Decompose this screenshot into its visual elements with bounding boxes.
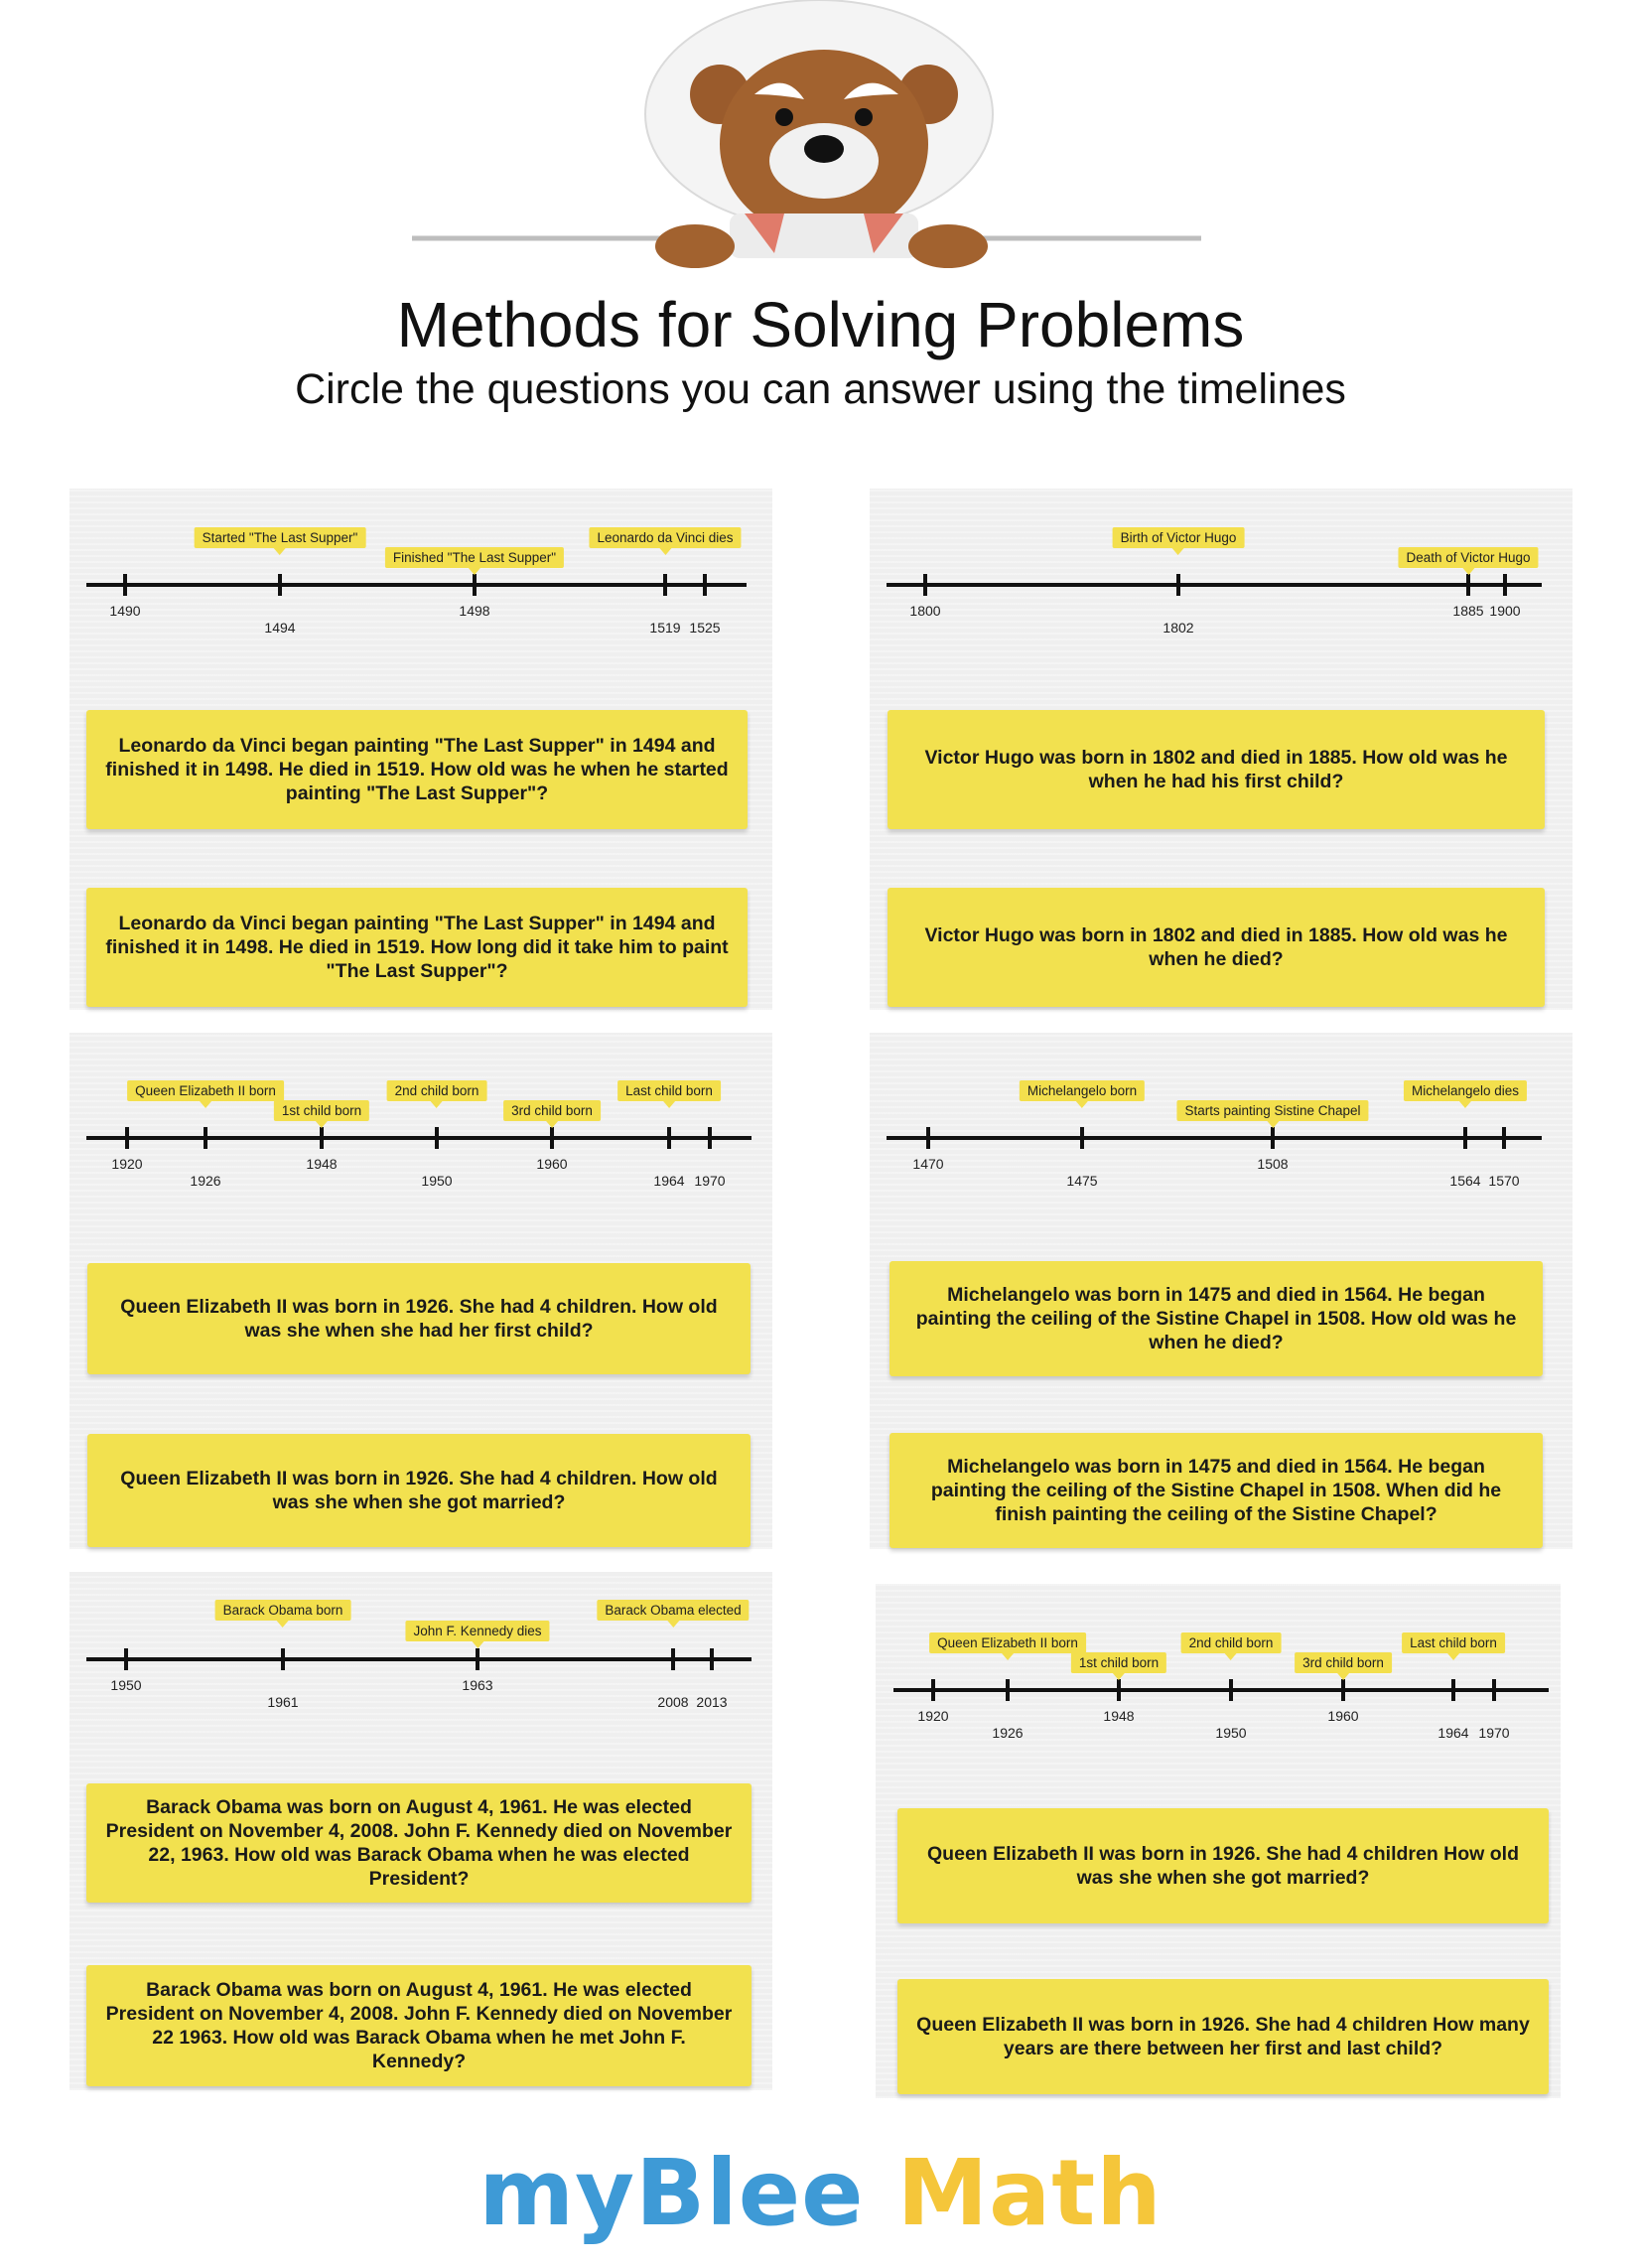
bear-mascot-image (397, 0, 1251, 273)
tick-label: 1920 (917, 1708, 949, 1724)
tick (671, 1648, 675, 1670)
tick (1006, 1679, 1010, 1701)
tick (125, 1127, 129, 1149)
tick-label: 1963 (462, 1677, 493, 1693)
tick (1451, 1679, 1455, 1701)
tick-label: 1960 (1327, 1708, 1359, 1724)
timeline-axis (893, 1688, 1549, 1692)
tick-label: 1961 (267, 1694, 299, 1710)
tick (123, 574, 127, 596)
question-card[interactable]: Queen Elizabeth II was born in 1926. She had 4 children How many years are there between her first and last child? (897, 1979, 1549, 2094)
event-label: Michelangelo born (1020, 1080, 1145, 1101)
tick-label: 1920 (111, 1156, 143, 1172)
tick (926, 1127, 930, 1149)
tick (124, 1648, 128, 1670)
question-card[interactable]: Queen Elizabeth II was born in 1926. She had 4 children. How old was she when she had her first child? (87, 1263, 751, 1374)
tick-label: 1519 (649, 620, 681, 636)
tick (708, 1127, 712, 1149)
event-label: Starts painting Sistine Chapel (1176, 1100, 1368, 1121)
question-card[interactable]: Leonardo da Vinci began painting "The Last Supper" in 1494 and finished it in 1498. He died in 1519. How long did it take him to paint "The Last Supper"? (86, 888, 748, 1007)
tick (1341, 1679, 1345, 1701)
tick (1117, 1679, 1121, 1701)
tick-label: 2013 (696, 1694, 728, 1710)
tick-label: 1964 (1437, 1725, 1469, 1741)
tick (320, 1127, 324, 1149)
tick (931, 1679, 935, 1701)
timeline-axis (86, 1657, 752, 1661)
tick (550, 1127, 554, 1149)
tick-label: 1564 (1449, 1173, 1481, 1189)
logo-my: my (479, 2140, 636, 2246)
event-label: Leonardo da Vinci dies (589, 527, 741, 548)
tick-label: 1885 (1452, 603, 1484, 619)
tick-label: 1950 (110, 1677, 142, 1693)
timeline (870, 489, 1573, 687)
tick-label: 1964 (653, 1173, 685, 1189)
myblee-math-logo (0, 2140, 1641, 2246)
panel-leonardo (69, 489, 772, 1010)
tick (435, 1127, 439, 1149)
tick-label: 1525 (689, 620, 721, 636)
tick (703, 574, 707, 596)
event-label: 2nd child born (387, 1080, 487, 1101)
event-label: Last child born (1402, 1632, 1505, 1653)
event-label: 1st child born (274, 1100, 369, 1121)
question-card[interactable]: Queen Elizabeth II was born in 1926. She had 4 children How old was she when she got married? (897, 1808, 1549, 1923)
tick (473, 574, 477, 596)
tick-label: 1494 (264, 620, 296, 636)
tick (204, 1127, 207, 1149)
tick-label: 1498 (459, 603, 490, 619)
timeline (876, 1584, 1561, 1782)
question-card[interactable]: Michelangelo was born in 1475 and died in 1564. He began painting the ceiling of the Sistine Chapel in 1508. How old was he when he died? (889, 1261, 1543, 1376)
tick (1466, 574, 1470, 596)
event-label: Death of Victor Hugo (1398, 547, 1538, 568)
event-label: 3rd child born (1295, 1652, 1392, 1673)
tick-label: 1490 (109, 603, 141, 619)
timeline-axis (86, 1136, 752, 1140)
tick-label: 1802 (1162, 620, 1194, 636)
tick (1502, 1127, 1506, 1149)
event-label: Finished "The Last Supper" (385, 547, 564, 568)
event-label: Started "The Last Supper" (195, 527, 366, 548)
event-label: 1st child born (1071, 1652, 1166, 1673)
timeline (69, 489, 772, 687)
panel-victor-hugo (870, 489, 1573, 1010)
tick (667, 1127, 671, 1149)
question-card[interactable]: Leonardo da Vinci began painting "The Last Supper" in 1494 and finished it in 1498. He died in 1519. How old was he when he started painting "The Last Supper"? (86, 710, 748, 829)
tick-label: 1950 (421, 1173, 453, 1189)
tick-label: 1508 (1257, 1156, 1289, 1172)
tick (1503, 574, 1507, 596)
tick (1229, 1679, 1233, 1701)
tick-label: 1926 (992, 1725, 1024, 1741)
page-title: Methods for Solving Problems (396, 289, 1245, 360)
timeline-axis (86, 583, 747, 587)
event-label: Michelangelo dies (1404, 1080, 1527, 1101)
page-subtitle: Circle the questions you can answer using the timelines (295, 365, 1346, 413)
timeline-axis (887, 583, 1542, 587)
panel-michelangelo (870, 1033, 1573, 1549)
tick (663, 574, 667, 596)
tick-label: 1475 (1066, 1173, 1098, 1189)
panel-queen-elizabeth (69, 1033, 772, 1549)
event-label: Birth of Victor Hugo (1113, 527, 1245, 548)
tick-label: 1970 (1478, 1725, 1510, 1741)
tick-label: 1948 (1103, 1708, 1135, 1724)
tick (1176, 574, 1180, 596)
logo-blee: Blee (635, 2140, 865, 2246)
tick-label: 1900 (1489, 603, 1521, 619)
tick-label: 1800 (909, 603, 941, 619)
question-card[interactable]: Barack Obama was born on August 4, 1961. He was elected President on November 4, 2008. John F. Kennedy died on November 22, 1963. How old was Barack Obama when he was elected President? (86, 1783, 752, 1903)
question-card[interactable]: Barack Obama was born on August 4, 1961. He was elected President on November 4, 2008. John F. Kennedy died on November 22 1963. How old was Barack Obama when he met John F. Kennedy? (86, 1965, 752, 2086)
logo-math: Math (864, 2140, 1162, 2246)
question-card[interactable]: Victor Hugo was born in 1802 and died in 1885. How old was he when he had his first child? (888, 710, 1545, 829)
timeline (870, 1033, 1573, 1231)
question-card[interactable]: Michelangelo was born in 1475 and died in 1564. He began painting the ceiling of the Sistine Chapel in 1508. When did he finish painting the ceiling of the Sistine Chapel? (889, 1433, 1543, 1548)
tick-label: 2008 (657, 1694, 689, 1710)
tick (1463, 1127, 1467, 1149)
tick (1271, 1127, 1275, 1149)
question-card[interactable]: Queen Elizabeth II was born in 1926. She had 4 children. How old was she when she got married? (87, 1434, 751, 1547)
tick-label: 1948 (306, 1156, 338, 1172)
tick (1080, 1127, 1084, 1149)
timeline-axis (887, 1136, 1542, 1140)
tick (476, 1648, 479, 1670)
tick-label: 1960 (536, 1156, 568, 1172)
event-label: John F. Kennedy dies (405, 1621, 549, 1641)
panel-queen-elizabeth-2 (876, 1584, 1561, 2098)
tick (923, 574, 927, 596)
tick (710, 1648, 714, 1670)
timeline (69, 1033, 772, 1231)
panel-obama (69, 1572, 772, 2090)
tick (281, 1648, 285, 1670)
tick-label: 1570 (1488, 1173, 1520, 1189)
event-label: Barack Obama born (215, 1600, 351, 1621)
tick-label: 1926 (190, 1173, 221, 1189)
tick-label: 1950 (1215, 1725, 1247, 1741)
question-card[interactable]: Victor Hugo was born in 1802 and died in 1885. How old was he when he died? (888, 888, 1545, 1007)
event-label: 2nd child born (1181, 1632, 1282, 1653)
event-label: Queen Elizabeth II born (929, 1632, 1086, 1653)
tick-label: 1470 (912, 1156, 944, 1172)
event-label: Last child born (617, 1080, 721, 1101)
tick (278, 574, 282, 596)
event-label: Barack Obama elected (597, 1600, 749, 1621)
event-label: 3rd child born (503, 1100, 601, 1121)
timeline (69, 1572, 772, 1771)
tick-label: 1970 (694, 1173, 726, 1189)
event-label: Queen Elizabeth II born (127, 1080, 284, 1101)
tick (1492, 1679, 1496, 1701)
